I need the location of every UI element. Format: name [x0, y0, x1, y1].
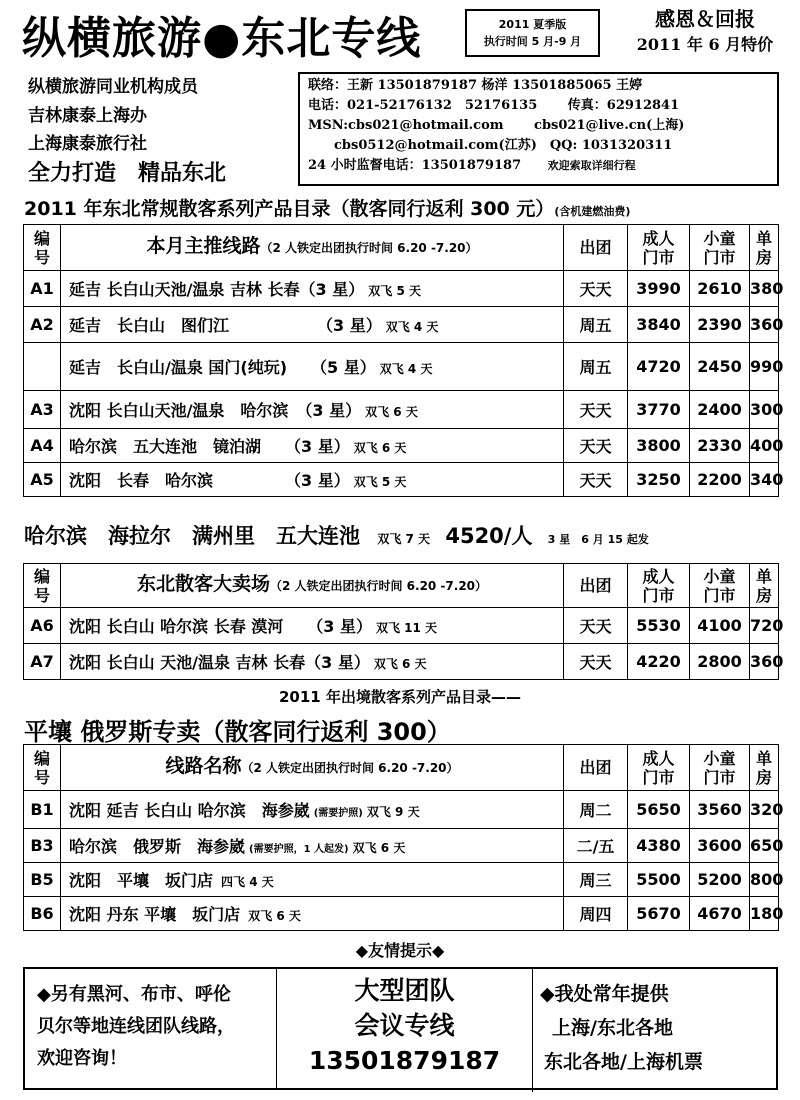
- promo-price: 4520/人: [445, 524, 533, 548]
- other-routes-note: [25, 969, 277, 1088]
- route-cell: [61, 343, 564, 391]
- adult-price-cell: 5670: [628, 897, 690, 931]
- single-room-cell: 650: [750, 829, 779, 863]
- route-name: 延吉 长白山/温泉 国门(纯玩) （5 星）: [69, 358, 376, 377]
- route-name: 哈尔滨 俄罗斯 海参崴: [69, 837, 246, 856]
- contact-line-5: [308, 156, 769, 176]
- other-routes-line-1: ◆另有黑河、布市、呼伦: [37, 984, 231, 1005]
- route-name: 沈阳 长白山 哈尔滨 长春 漠河 （3 星）: [69, 617, 372, 636]
- route-trip: 双飞 4 天: [379, 362, 433, 376]
- agency-line-2: 吉林康泰上海办: [28, 106, 147, 126]
- bottom-info-box: [23, 967, 778, 1090]
- route-cell: [61, 897, 564, 931]
- single-room-cell: 800: [750, 863, 779, 897]
- header-child-price: 小童门市: [690, 745, 750, 791]
- route-name: 沈阳 长白山天池/温泉 哈尔滨 （3 星）: [69, 401, 362, 420]
- table-row: [24, 463, 779, 497]
- table-row: [24, 429, 779, 463]
- adult-price-cell: 3990: [628, 271, 690, 307]
- table-row: [24, 307, 779, 343]
- table-row: [24, 791, 779, 829]
- thanks-title: 感恩＆回报: [655, 7, 755, 31]
- domestic-routes-table: [23, 224, 784, 497]
- contact-line-2: 电话：021-52176132 52176135 传真：62912841: [308, 98, 680, 113]
- departure-cell: 周五: [564, 307, 628, 343]
- ticket-service-note: [532, 969, 778, 1088]
- header-route-note: （2 人铁定出团执行时间 6.20 -7.20）: [241, 761, 459, 775]
- route-code: A1: [24, 271, 61, 307]
- route-name: 沈阳 长白山 天池/温泉 吉林 长春（3 星）: [69, 653, 370, 672]
- route-code: B6: [24, 897, 61, 931]
- header-route-note: （2 人铁定出团执行时间 6.20 -7.20）: [260, 241, 478, 255]
- header-no: 编号: [24, 745, 61, 791]
- route-code: B1: [24, 791, 61, 829]
- route-cell: [61, 307, 564, 343]
- header-adult-price: 成人门市: [628, 225, 690, 271]
- single-room-cell: 720: [750, 608, 779, 644]
- route-cell: [61, 391, 564, 429]
- route-code: A4: [24, 429, 61, 463]
- header-departure: 出团: [564, 564, 628, 608]
- promo-text: 哈尔滨 海拉尔 满州里 五大连池: [24, 524, 360, 548]
- header-departure: 出团: [564, 745, 628, 791]
- single-room-cell: 340: [750, 463, 779, 497]
- single-room-cell: 300: [750, 391, 779, 429]
- contact-line-4: cbs0512@hotmail.com(江苏) QQ: 1031320311: [308, 138, 673, 153]
- section-title-domestic: [24, 194, 630, 221]
- child-price-cell: 3560: [690, 791, 750, 829]
- header-child-price: 小童门市: [690, 225, 750, 271]
- group-line-2: 会议专线: [354, 1011, 455, 1040]
- child-price-cell: 4670: [690, 897, 750, 931]
- promo-note: 3 星 6 月 15 起发: [547, 533, 649, 546]
- route-trip: 双飞 6 天: [365, 405, 418, 419]
- route-note: (需要护照): [313, 808, 363, 819]
- outbound-section-title: 2011 年出境散客系列产品目录——: [279, 688, 521, 706]
- child-price-cell: 4100: [690, 608, 750, 644]
- route-code: A2: [24, 307, 61, 343]
- departure-cell: 天天: [564, 608, 628, 644]
- route-cell: [61, 863, 564, 897]
- other-routes-line-2: 贝尔等地连线团队线路，: [37, 1016, 235, 1037]
- header-route-label: 本月主推线路: [146, 235, 261, 257]
- single-room-cell: 180: [750, 897, 779, 931]
- adult-price-cell: 4380: [628, 829, 690, 863]
- adult-price-cell: 4720: [628, 343, 690, 391]
- single-room-cell: 380: [750, 271, 779, 307]
- route-trip: 双飞 5 天: [353, 475, 407, 489]
- header-adult-price: 成人门市: [628, 745, 690, 791]
- table-header-row: [24, 225, 779, 271]
- adult-price-cell: 5530: [628, 608, 690, 644]
- route-trip: 双飞 6 天: [248, 909, 301, 923]
- route-trip: 双飞 4 天: [385, 320, 439, 334]
- child-price-cell: 2400: [690, 391, 750, 429]
- friendly-tip: ◆友情提示◆: [355, 941, 445, 960]
- route-name: 沈阳 长春 哈尔滨 （3 星）: [69, 471, 350, 490]
- header-route: [61, 225, 564, 271]
- group-line-1: 大型团队: [354, 976, 455, 1005]
- agency-line-1: 纵横旅游同业机构成员: [28, 77, 198, 97]
- header-route: [61, 745, 564, 791]
- outbound-routes-table: [23, 744, 784, 931]
- route-cell: [61, 463, 564, 497]
- single-room-cell: 400: [750, 429, 779, 463]
- table-row: [24, 897, 779, 931]
- child-price-cell: 3600: [690, 829, 750, 863]
- route-cell: [61, 791, 564, 829]
- route-trip: 双飞 5 天: [368, 284, 421, 298]
- single-room-cell: 320: [750, 791, 779, 829]
- group-conference-box: [277, 969, 533, 1092]
- route-code: A6: [24, 608, 61, 644]
- route-cell: [61, 829, 564, 863]
- table-row: [24, 829, 779, 863]
- table-row: [24, 271, 779, 307]
- child-price-cell: 2200: [690, 463, 750, 497]
- header-route: [61, 564, 564, 608]
- section-title-text: 2011 年东北常规散客系列产品目录（散客同行返利 300 元）: [24, 198, 555, 220]
- page-title: 纵横旅游●东北专线: [22, 13, 422, 64]
- header-single-room: 单房: [750, 225, 779, 271]
- adult-price-cell: 4220: [628, 644, 690, 680]
- route-cell: [61, 644, 564, 680]
- thanks-banner: [620, 6, 790, 58]
- route-code: B3: [24, 829, 61, 863]
- child-price-cell: 2390: [690, 307, 750, 343]
- route-code: A5: [24, 463, 61, 497]
- header-adult-price: 成人门市: [628, 564, 690, 608]
- departure-cell: 周四: [564, 897, 628, 931]
- slogan: 全力打造 精品东北: [28, 161, 227, 186]
- ticket-line-3: 东北各地/上海机票: [544, 1051, 703, 1073]
- single-room-cell: 360: [750, 307, 779, 343]
- table-row: [24, 608, 779, 644]
- other-routes-line-3: 欢迎咨询！: [37, 1048, 127, 1069]
- child-price-cell: 2800: [690, 644, 750, 680]
- departure-cell: 周三: [564, 863, 628, 897]
- route-name: 哈尔滨 五大连池 镜泊湖 （3 星）: [69, 437, 350, 456]
- route-trip: 双飞 9 天: [366, 805, 420, 819]
- table-row: [24, 343, 779, 391]
- thanks-subtitle: 2011 年 6 月特价: [636, 35, 774, 54]
- ticket-line-1: ◆我处常年提供: [540, 983, 669, 1005]
- adult-price-cell: 3770: [628, 391, 690, 429]
- adult-price-cell: 3800: [628, 429, 690, 463]
- route-cell: [61, 429, 564, 463]
- route-trip: 四飞 4 天: [221, 875, 274, 889]
- single-room-cell: 360: [750, 644, 779, 680]
- departure-cell: 天天: [564, 463, 628, 497]
- group-phone: 13501879187: [308, 1046, 501, 1075]
- table-header-row: [24, 564, 779, 608]
- header-route-note: （2 人铁定出团执行时间 6.20 -7.20）: [269, 579, 488, 593]
- season-period: 执行时间 5 月-9 月: [483, 35, 582, 48]
- child-price-cell: 5200: [690, 863, 750, 897]
- adult-price-cell: 5650: [628, 791, 690, 829]
- header-single-room: 单房: [750, 745, 779, 791]
- adult-price-cell: 3250: [628, 463, 690, 497]
- single-room-cell: 990: [750, 343, 779, 391]
- header-no: 编号: [24, 225, 61, 271]
- header-departure: 出团: [564, 225, 628, 271]
- header-route-label: 线路名称: [165, 755, 242, 777]
- promo-route: [24, 520, 649, 550]
- departure-cell: 天天: [564, 391, 628, 429]
- table-row: [24, 644, 779, 680]
- header-route-label: 东北散客大卖场: [136, 573, 270, 595]
- route-code: A3: [24, 391, 61, 429]
- route-trip: 双飞 11 天: [376, 621, 438, 635]
- departure-cell: 周五: [564, 343, 628, 391]
- route-cell: [61, 271, 564, 307]
- hotline: 24 小时监督电话：13501879187: [308, 158, 522, 173]
- route-trip: 双飞 6 天: [373, 657, 427, 671]
- section-title-note: (含机建燃油费): [554, 205, 631, 218]
- table-row: [24, 863, 779, 897]
- route-name: 延吉 长白山 图们江 （3 星）: [69, 316, 382, 335]
- header-child-price: 小童门市: [690, 564, 750, 608]
- route-code: B5: [24, 863, 61, 897]
- contact-line-1: 联络：王新 13501879187 杨洋 13501885065 王婷: [308, 78, 643, 93]
- season-badge: [465, 9, 600, 57]
- promo-trip: 双飞 7 天: [377, 532, 431, 546]
- child-price-cell: 2610: [690, 271, 750, 307]
- header-single-room: 单房: [750, 564, 779, 608]
- route-trip: 双飞 6 天: [353, 441, 407, 455]
- route-code: [24, 343, 61, 391]
- route-note: (需要护照，1 人起发): [249, 844, 349, 855]
- departure-cell: 天天: [564, 644, 628, 680]
- contact-box: [298, 72, 779, 186]
- table-row: [24, 391, 779, 429]
- agency-line-3: 上海康泰旅行社: [28, 134, 147, 154]
- route-name: 沈阳 延吉 长白山 哈尔滨 海参崴: [69, 801, 310, 820]
- route-trip: 双飞 6 天: [352, 841, 406, 855]
- route-code: A7: [24, 644, 61, 680]
- table-header-row: [24, 745, 779, 791]
- child-price-cell: 2450: [690, 343, 750, 391]
- route-name: 沈阳 平壤 坂门店: [69, 871, 214, 890]
- child-price-cell: 2330: [690, 429, 750, 463]
- northeast-sale-table: [23, 563, 784, 680]
- ticket-line-2: 上海/东北各地: [552, 1017, 673, 1039]
- departure-cell: 天天: [564, 429, 628, 463]
- departure-cell: 天天: [564, 271, 628, 307]
- pyongyang-russia-title: 平壤 俄罗斯专卖（散客同行返利 300）: [24, 718, 451, 746]
- route-name: 沈阳 丹东 平壤 坂门店: [69, 905, 241, 924]
- departure-cell: 周二: [564, 791, 628, 829]
- itinerary-note: 欢迎索取详细行程: [547, 159, 636, 172]
- contact-line-3: MSN:cbs021@hotmail.com cbs021@live.cn(上海): [308, 118, 685, 133]
- route-cell: [61, 608, 564, 644]
- header-no: 编号: [24, 564, 61, 608]
- adult-price-cell: 3840: [628, 307, 690, 343]
- season-label: 2011 夏季版: [498, 18, 567, 31]
- route-name: 延吉 长白山天池/温泉 吉林 长春（3 星）: [69, 280, 365, 299]
- adult-price-cell: 5500: [628, 863, 690, 897]
- departure-cell: 二/五: [564, 829, 628, 863]
